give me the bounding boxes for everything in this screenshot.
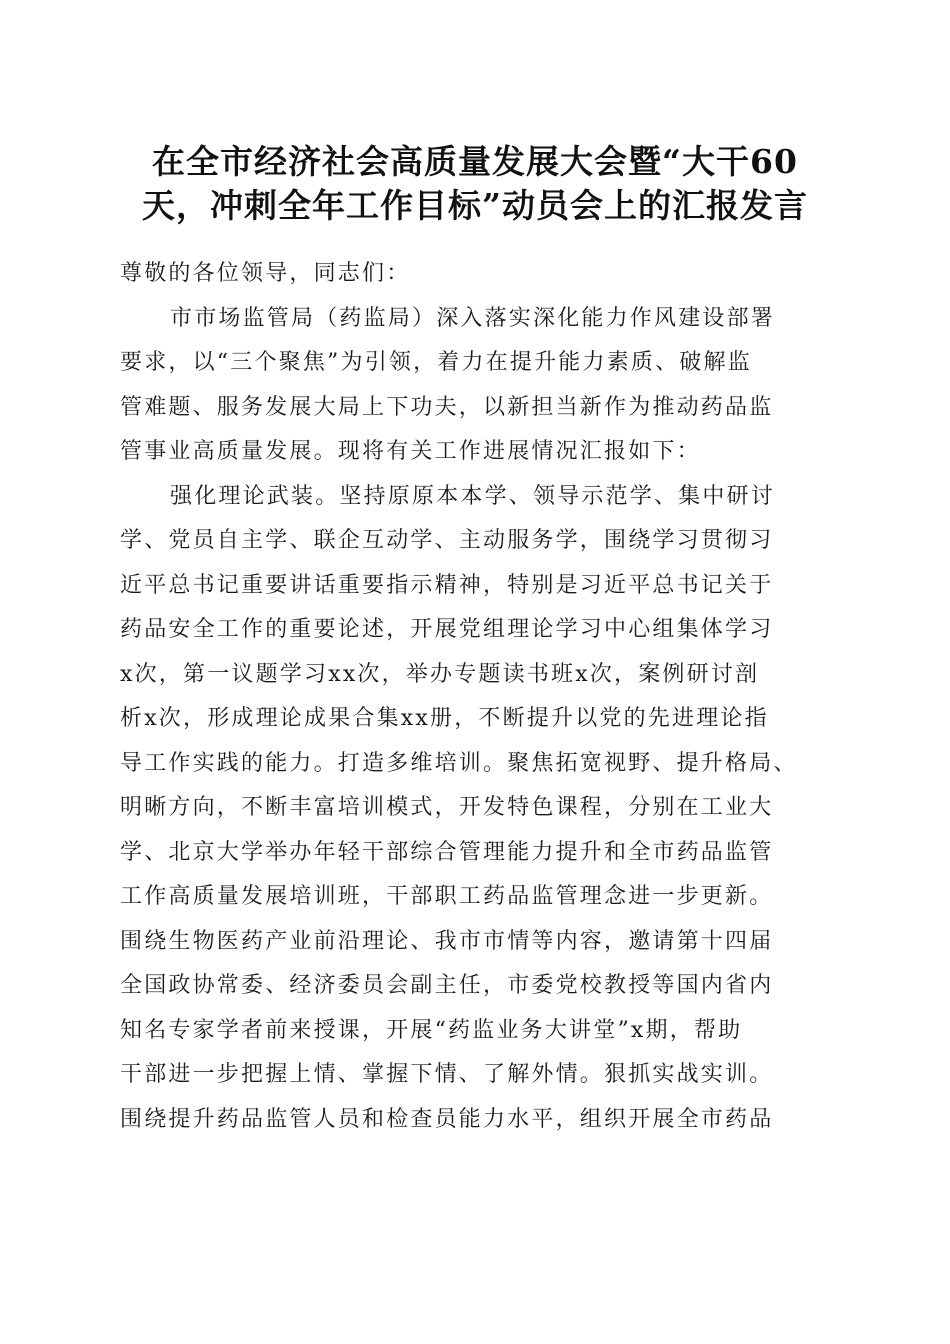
paragraph-line: 管难题、服务发展大局上下功夫，以新担当新作为推动药品监 xyxy=(120,394,774,420)
paragraph-line: 学、北京大学举办年轻干部综合管理能力提升和全市药品监管 xyxy=(120,839,774,865)
paragraph-line: 学、党员自主学、联企互动学、主动服务学，围绕学习贯彻习 xyxy=(120,528,774,553)
paragraph-line: 全国政协常委、经济委员会副主任，市委党校教授等国内省内 xyxy=(120,973,774,998)
title-line: 天，冲刺全年工作目标”动员会上的汇报发言 xyxy=(142,186,808,225)
paragraph-line: 知名专家学者前来授课，开展“药监业务大讲堂”x期，帮助 xyxy=(120,1017,743,1043)
document-body xyxy=(120,252,832,1142)
paragraph-line: x次，第一议题学习xx次，举办专题读书班x次，案例研讨剖 xyxy=(120,661,760,687)
title-line: 在全市经济社会高质量发展大会暨“大干60 xyxy=(152,142,798,181)
paragraph-line: 工作高质量发展培训班，干部职工药品监管理念进一步更新。 xyxy=(120,884,774,909)
paragraph-line: 要求，以“三个聚焦”为引领，着力在提升能力素质、破解监 xyxy=(120,350,752,375)
paragraph-line: 围绕生物医药产业前沿理论、我市市情等内容，邀请第十四届 xyxy=(120,928,774,954)
paragraph-line: 导工作实践的能力。打造多维培训。聚焦拓宽视野、提升格局、 xyxy=(120,750,798,776)
document-title xyxy=(110,140,840,228)
paragraph-line: 围绕提升药品监管人员和检查员能力水平，组织开展全市药品 xyxy=(120,1106,774,1132)
paragraph-theory xyxy=(120,475,832,1143)
paragraph-line: 市市场监管局（药监局）深入落实深化能力作风建设部署 xyxy=(170,305,776,331)
paragraph-line: 强化理论武装。坚持原原本本学、领导示范学、集中研讨 xyxy=(170,483,776,509)
paragraph-line: 析x次，形成理论成果合集xx册，不断提升以党的先进理论指 xyxy=(120,706,769,731)
paragraph-line: 管事业高质量发展。现将有关工作进展情况汇报如下： xyxy=(120,439,701,464)
paragraph-line: 干部进一步把握上情、掌握下情、了解外情。狠抓实战实训。 xyxy=(120,1062,774,1087)
paragraph-line: 明晰方向，不断丰富培训模式，开发特色课程，分别在工业大 xyxy=(120,795,774,820)
paragraph-line: 药品安全工作的重要论述，开展党组理论学习中心组集体学习 xyxy=(120,617,774,642)
paragraph-line: 近平总书记重要讲话重要指示精神，特别是习近平总书记关于 xyxy=(120,572,774,598)
paragraph-intro xyxy=(120,297,832,475)
salutation: 尊敬的各位领导，同志们： xyxy=(120,261,411,286)
